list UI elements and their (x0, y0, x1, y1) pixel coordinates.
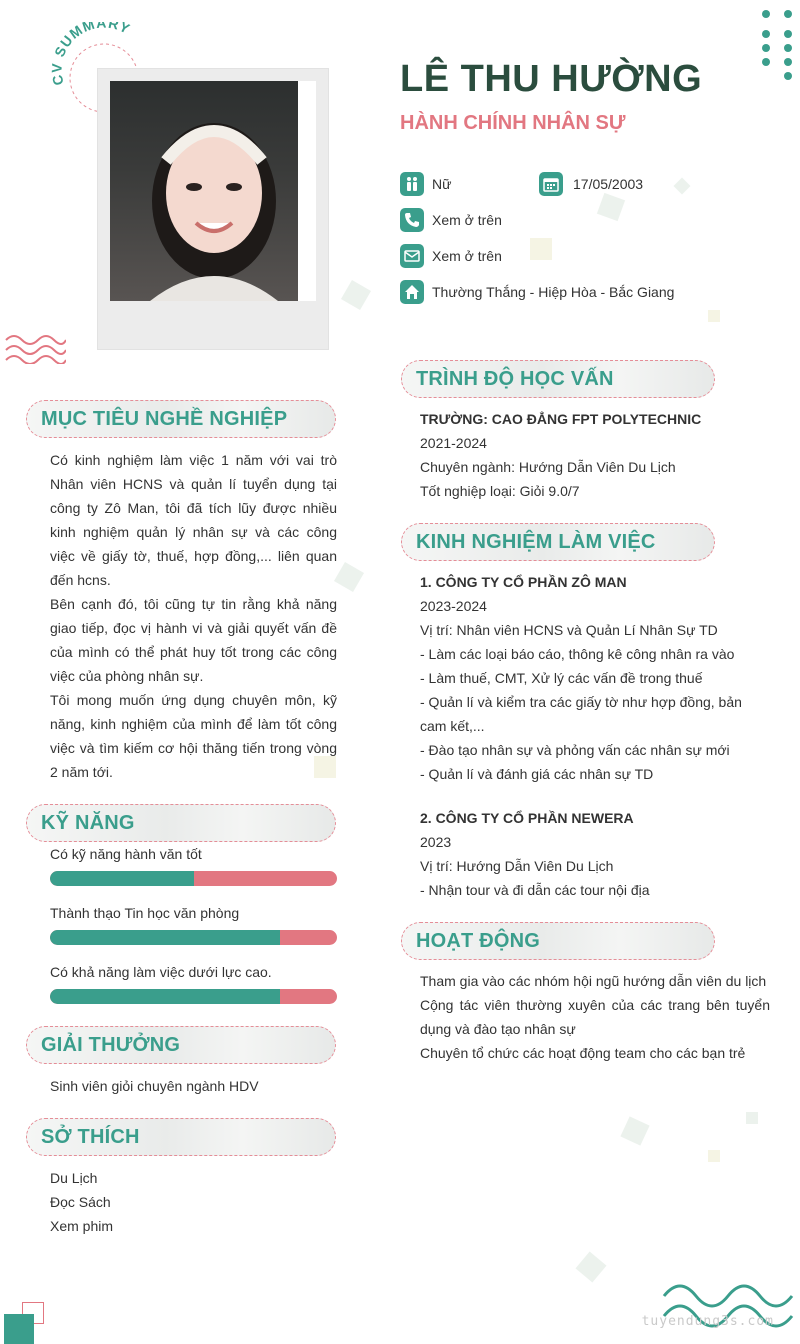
activity-item: Tham gia vào các nhóm hội ngũ hướng dẫn viên du lịch (420, 973, 767, 989)
activity-item: Chuyên tổ chức các hoạt động team cho các bạn trẻ (420, 1045, 746, 1061)
wave-decoration (662, 1276, 796, 1341)
job-entry (420, 806, 772, 902)
phone-icon (400, 208, 424, 232)
job-duty: - Làm các loại báo cáo, thông kê công nhân ra vào (420, 646, 735, 662)
address-info (400, 280, 674, 304)
education-major: Chuyên ngành: Hướng Dẫn Viên Du Lịch (420, 459, 676, 475)
school-name: TRƯỜNG: CAO ĐẲNG FPT POLYTECHNIC (420, 411, 702, 427)
home-icon (400, 280, 424, 304)
confetti-shape (341, 280, 371, 310)
job-entry (420, 570, 772, 786)
email-value: Xem ở trên (432, 248, 502, 264)
objective-paragraph: Tôi mong muốn ứng dụng chuyên môn, kỹ năng, kinh nghiệm của mình để làm tốt công việc và tìm kiếm cơ hội thăng tiến trong vòng 2 năm tới. (50, 692, 337, 780)
job-duty: - Đào tạo nhân sự và phỏng vấn các nhân sự mới (420, 742, 730, 758)
hobbies-list (50, 1166, 113, 1238)
skill-label: Có kỹ năng hành văn tốt (50, 846, 202, 862)
experience-heading: KINH NGHIỆM LÀM VIỆC (401, 523, 715, 561)
activities-heading: HOẠT ĐỘNG (401, 922, 715, 960)
dot-grid-decoration (762, 10, 796, 76)
job-duty: - Nhận tour và đi dẫn các tour nội địa (420, 882, 650, 898)
objective-paragraph: Có kinh nghiệm làm việc 1 năm với vai trò Nhân viên HCNS và quản lí tuyển dụng tại công ty Zô Man, tôi đã tích lũy được nhiều kinh nghiệm quản lý nhân sự và các công việc về giấy tờ, thuế, hợp đồng,... liên quan đến hcns. (50, 452, 337, 588)
envelope-icon (400, 244, 424, 268)
job-company: 1. CÔNG TY CỔ PHẦN ZÔ MAN (420, 574, 627, 590)
square-fill-decoration (4, 1314, 34, 1344)
confetti-shape (530, 238, 552, 260)
award-item: Sinh viên giỏi chuyên ngành HDV (50, 1078, 259, 1094)
job-position: Vị trí: Hướng Dẫn Viên Du Lịch (420, 858, 614, 874)
confetti-shape (708, 1150, 720, 1162)
birthdate-info (539, 172, 643, 196)
activities-section (420, 969, 770, 1065)
hobby-item: Đọc Sách (50, 1194, 111, 1210)
gender-value: Nữ (432, 176, 452, 192)
job-duty: - Quản lí và kiểm tra các giấy tờ như hợp đồng, bản cam kết,... (420, 694, 742, 734)
confetti-shape (746, 1112, 758, 1124)
skill-bar (50, 930, 337, 945)
calendar-icon (539, 172, 563, 196)
watermark: tuyendung3s.com (641, 1314, 774, 1329)
job-company: 2. CÔNG TY CỔ PHẦN NEWERA (420, 810, 634, 826)
hobby-item: Xem phim (50, 1218, 114, 1234)
people-icon (400, 172, 424, 196)
confetti-shape (620, 1116, 649, 1145)
phone-value: Xem ở trên (432, 212, 502, 228)
experience-section (420, 570, 772, 902)
job-duty: - Quản lí và đánh giá các nhân sự TD (420, 766, 654, 782)
cv-summary-text: CV SUMMARY (48, 22, 134, 87)
skill-bar (50, 871, 337, 886)
gender-info (400, 172, 451, 196)
skill-bar (50, 989, 337, 1004)
phone-info (400, 208, 502, 232)
skills-heading: KỸ NĂNG (26, 804, 336, 842)
education-period: 2021-2024 (420, 435, 487, 451)
awards-heading: GIẢI THƯỞNG (26, 1026, 336, 1064)
education-grade: Tốt nghiệp loại: Giỏi 9.0/7 (420, 483, 580, 499)
skill-label: Có khả năng làm việc dưới lực cao. (50, 964, 272, 980)
hobby-item: Du Lịch (50, 1170, 98, 1186)
confetti-shape (334, 562, 364, 592)
skill-label: Thành thạo Tin học văn phòng (50, 905, 240, 921)
candidate-role: HÀNH CHÍNH NHÂN SỰ (400, 112, 626, 134)
candidate-name: LÊ THU HƯỜNG (400, 58, 703, 100)
objective-heading: MỤC TIÊU NGHỀ NGHIỆP (26, 400, 336, 438)
job-position: Vị trí: Nhân viên HCNS và Quản Lí Nhân Sự TD (420, 622, 718, 638)
objective-paragraph: Bên cạnh đó, tôi cũng tự tin rằng khả năng giao tiếp, đọc vị hành vi và giải quyết vấn đề của mình có thể phát huy tốt trong các công việc của phòng nhân sự. (50, 596, 337, 684)
confetti-shape (708, 310, 720, 322)
hobbies-heading: SỞ THÍCH (26, 1118, 336, 1156)
job-duty: - Làm thuế, CMT, Xử lý các vấn đề trong thuế (420, 670, 703, 686)
confetti-shape (597, 193, 625, 221)
profile-photo-frame (97, 68, 329, 350)
confetti-shape (576, 1252, 607, 1283)
confetti-shape (674, 178, 691, 195)
email-info (400, 244, 502, 268)
address-value: Thường Thắng - Hiệp Hòa - Bắc Giang (432, 284, 675, 300)
objective-section (50, 448, 337, 784)
job-period: 2023-2024 (420, 598, 487, 614)
education-section (420, 407, 770, 503)
activity-item: Cộng tác viên thường xuyên của các trang bên tuyển dụng và đào tạo nhân sự (420, 997, 770, 1037)
wave-decoration (4, 332, 66, 369)
job-period: 2023 (420, 834, 452, 850)
profile-photo (110, 81, 316, 301)
education-heading: TRÌNH ĐỘ HỌC VẤN (401, 360, 715, 398)
birthdate-value: 17/05/2003 (573, 176, 644, 192)
